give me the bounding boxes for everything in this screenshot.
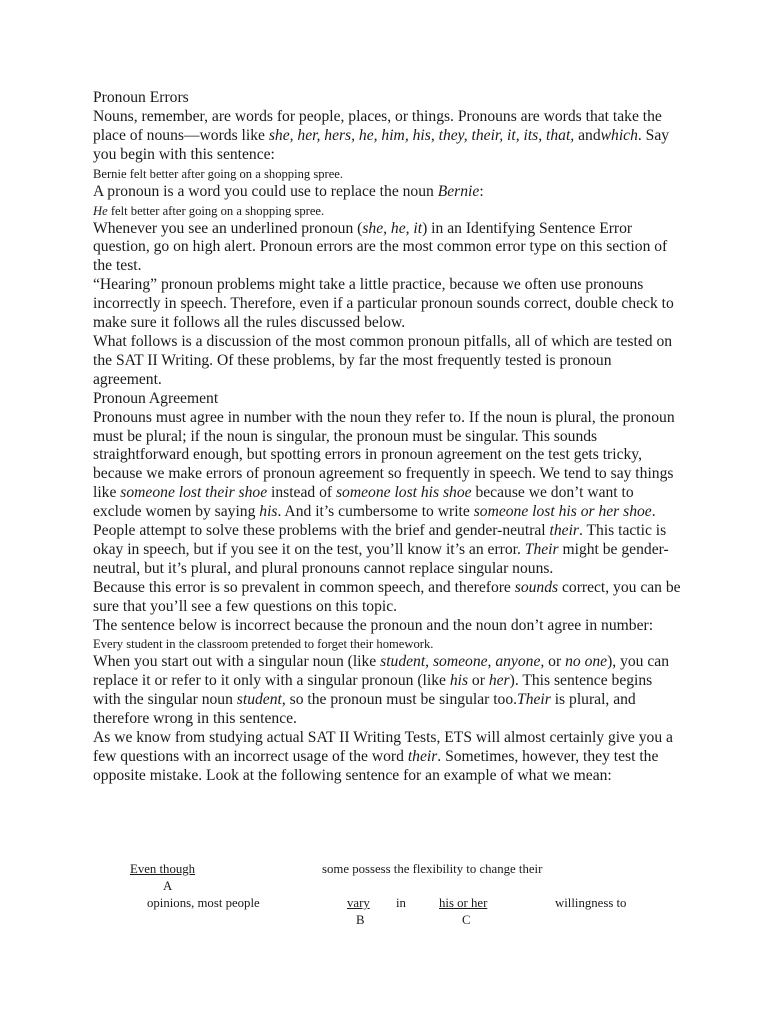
choice-b-label: B (356, 913, 365, 927)
choice-a-label: A (163, 879, 173, 893)
section-heading: Pronoun Agreement (93, 389, 219, 407)
document-body (93, 89, 683, 786)
paragraph-singular-noun: When you start out with a singular noun (like student, someone, anyone, or no one), you can replace it or refer to it only with a singular pronoun (like his or her). This sentence begins with the singular noun student, so the pronoun must be singular too.Their is plural, and therefore wrong in this sentence. (93, 653, 670, 728)
question-word-in: in (396, 896, 406, 910)
question-line-1-text: some possess the flexibility to change their (322, 862, 543, 876)
paragraph-incorrect-sentence: The sentence below is incorrect because the pronoun and the noun don’t agree in number: (93, 616, 654, 634)
paragraph-agreement: Pronouns must agree in number with the noun they refer to. If the noun is plural, the pronoun must be plural; if the noun is singular, the pronoun must be singular. This sounds straightforward enough, but spotting errors in pronoun agreement on the test gets tricky, because we make errors of pronoun agreement so frequently in speech. We tend to say things like someone lost their shoe instead of someone lost his shoe because we don’t want to exclude women by saying his. And it’s cumbersome to write someone lost his or her shoe. People attempt to solve these problems with the brief and gender-neutral their. This tactic is okay in speech, but if you see it on the test, you’ll know it’s an error. Their might be gender-neutral, but it’s plural, and plural pronouns cannot replace singular nouns. (93, 408, 675, 577)
question-line-2-end: willingness to (555, 896, 627, 910)
paragraph-pitfalls: What follows is a discussion of the most common pronoun pitfalls, all of which are tested on the SAT II Writing. Of these problems, by far the most frequently tested is pronoun agreement. (93, 332, 673, 388)
choice-a-text: Even though (130, 862, 196, 876)
example-sentence-student: Every student in the classroom pretended to forget their homework. (93, 637, 434, 652)
paragraph-replace-noun: A pronoun is a word you could use to replace the noun Bernie: (93, 182, 484, 200)
paragraph-ets: As we know from studying actual SAT II Writing Tests, ETS will almost certainly give you a few questions with an incorrect usage of the word their. Sometimes, however, they test the opposite mistake. Look at the following sentence for an example of what we mean: (93, 729, 673, 784)
paragraph-intro: Nouns, remember, are words for people, places, or things. Pronouns are words that take the place of nouns—words like she, her, hers, he, him, his, they, their, it, its, that, andwhich. Say you begin with this sentence: (93, 107, 670, 163)
paragraph-high-alert: Whenever you see an underlined pronoun (she, he, it) in an Identifying Sentence Error question, go on high alert. Pronoun errors are the most common error type on this section of the test. (93, 219, 668, 275)
choice-c-text: his or her (439, 896, 488, 910)
question-line-2-text: opinions, most people (147, 896, 260, 910)
choice-c-label: C (462, 913, 471, 927)
paragraph-prevalent: Because this error is so prevalent in common speech, and therefore sounds correct, you can be sure that you’ll see a few questions on this topic. (93, 578, 681, 615)
example-sentence-bernie: Bernie felt better after going on a shopping spree. (93, 166, 344, 181)
choice-b-text: vary (347, 896, 370, 910)
page-title: Pronoun Errors (93, 89, 189, 106)
example-sentence-he: He felt better after going on a shopping spree. (93, 203, 325, 218)
paragraph-hearing: “Hearing” pronoun problems might take a little practice, because we often use pronouns incorrectly in speech. Therefore, even if a particular pronoun sounds correct, double check to make sure it follows all the rules discussed below. (93, 276, 674, 332)
